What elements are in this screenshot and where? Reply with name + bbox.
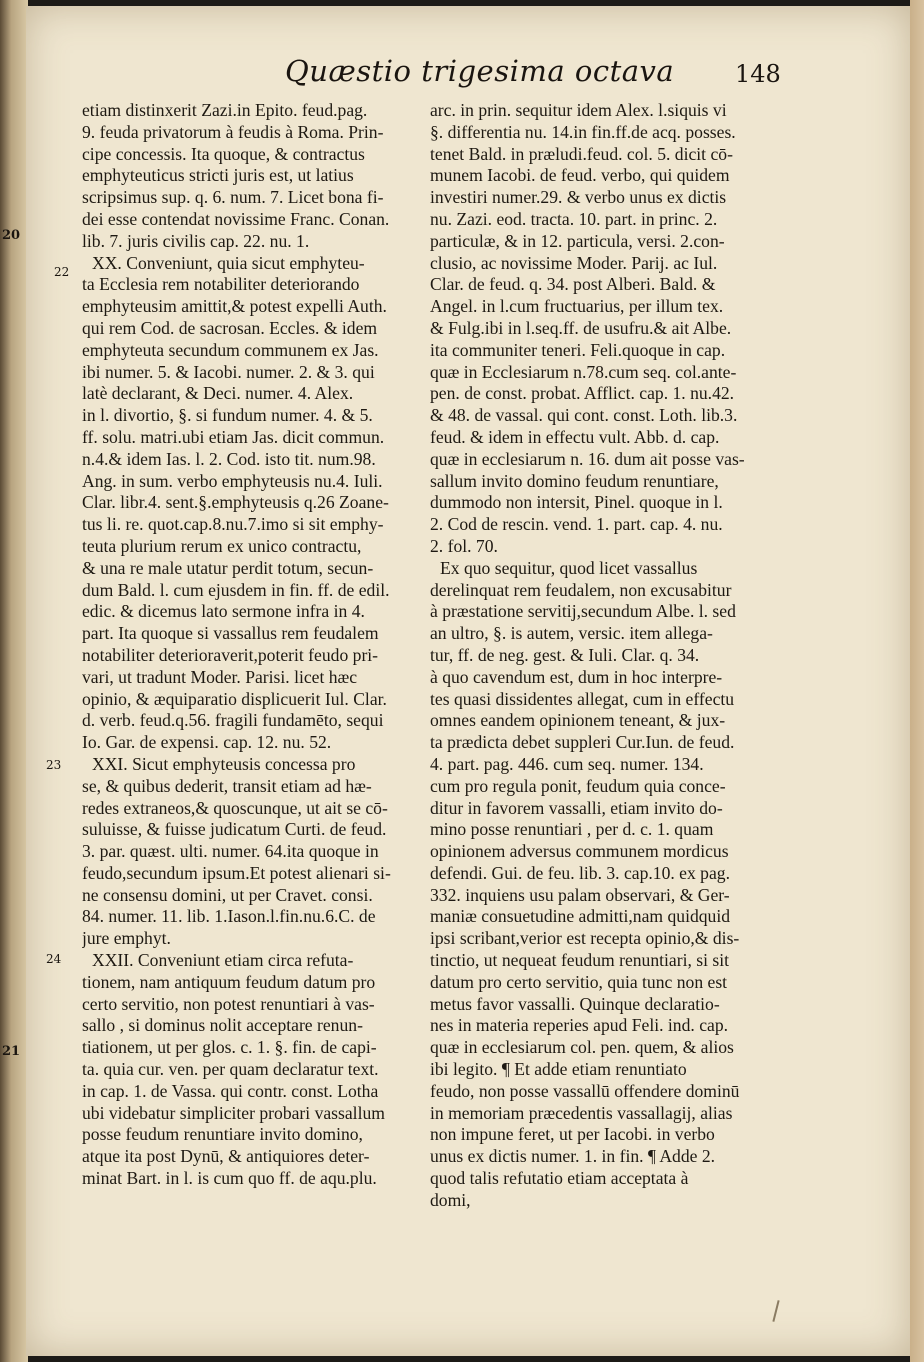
text-line: ubi videbatur simpliciter probari vassallum — [82, 1102, 385, 1123]
text-line: 2. fol. 70. — [430, 535, 498, 556]
text-line: mino posse renuntiari , per d. c. 1. quam — [430, 819, 714, 840]
text-line: Ex quo sequitur, quod licet vassallus — [440, 557, 698, 578]
text-line: munem Iacobi. de feud. verbo, qui quidem — [430, 165, 730, 186]
text-line: etiam distinxerit Zazi.in Epito. feud.pag. — [82, 100, 368, 120]
text-line: derelinquat rem feudalem, non excusabitur — [430, 579, 732, 600]
text-line: in l. divortio, §. si fundum numer. 4. & 5. — [82, 405, 373, 426]
outer-margin-number: 20 — [2, 228, 21, 243]
text-line: Clar. libr.4. sent.§.emphyteusis q.26 Zoane- — [82, 492, 389, 513]
text-line: tenet Bald. in præludi.feud. col. 5. dicit cō- — [430, 143, 733, 164]
text-line: defendi. Gui. de feu. lib. 3. cap.10. ex pag. — [430, 862, 730, 883]
text-line: nu. Zazi. eod. tracta. 10. part. in princ. 2. — [430, 208, 718, 229]
text-line: dummodo non intersit, Pinel. quoque in l. — [430, 492, 723, 513]
text-line: tus li. re. quot.cap.8.nu.7.imo si sit emphy- — [82, 514, 384, 535]
text-line: certo servitio, non potest renuntiari à vas- — [82, 993, 375, 1014]
text-line: cipe concessis. Ita quoque, & contractus — [82, 143, 365, 164]
text-line: ta prædicta debet suppleri Cur.Iun. de feud. — [430, 732, 735, 753]
text-line: dei esse contendat novissime Franc. Conan. — [82, 208, 390, 229]
text-line: nes in materia reperies apud Feli. ind. cap. — [430, 1015, 729, 1036]
previous-page-edge — [0, 0, 28, 1362]
text-line: Ang. in sum. verbo emphyteusis nu.4. Iuli. — [82, 470, 383, 491]
text-line: quæ in Ecclesiarum n.78.cum seq. col.ante- — [430, 361, 737, 382]
text-line: feudo,secundum ipsum.Et potest alienari si- — [82, 862, 391, 883]
text-line: sallo , si dominus nolit acceptare renun- — [82, 1015, 363, 1036]
text-line: d. verb. feud.q.56. fragili fundamēto, sequi — [82, 710, 384, 731]
text-line: quæ in ecclesiarum n. 16. dum ait posse vas- — [430, 448, 745, 469]
text-line: in cap. 1. de Vassa. qui contr. const. Lotha — [82, 1080, 379, 1101]
text-line: 84. numer. 11. lib. 1.Iason.l.fin.nu.6.C. de — [82, 906, 376, 927]
text-line: teuta plurium rerum ex unico contractu, — [82, 535, 362, 556]
text-line: n.4.& idem Ias. l. 2. Cod. isto tit. num.98. — [82, 448, 376, 469]
text-line: 2. Cod de rescin. vend. 1. part. cap. 4. nu. — [430, 514, 723, 535]
text-line: opinio, & æquiparatio displicuerit Iul. Clar. — [82, 688, 387, 709]
text-line: ita communiter teneri. Feli.quoque in cap. — [430, 339, 726, 360]
text-line: ditur in favorem vassalli, etiam invito do- — [430, 797, 723, 818]
text-line: ipsi scribant,verior est recepta opinio,& dis- — [430, 928, 740, 949]
text-line: datum pro certo servitio, quia tunc non est — [430, 971, 728, 992]
text-line: arc. in prin. sequitur idem Alex. l.siquis vi — [430, 100, 727, 120]
text-line: feudo, non posse vassallū offendere dominū — [430, 1080, 740, 1101]
text-line: ta Ecclesia rem notabiliter deteriorando — [82, 274, 360, 295]
text-line: minat Bart. in l. is cum quo ff. de aqu.plu. — [82, 1168, 377, 1189]
text-line: ff. solu. matri.ubi etiam Jas. dicit commun. — [82, 426, 385, 447]
text-line: jure emphyt. — [82, 928, 171, 949]
text-line: vari, ut tradunt Moder. Parisi. licet hæc — [82, 666, 358, 687]
text-line: edic. & dicemus lato sermone infra in 4. — [82, 601, 365, 622]
text-line: §. differentia nu. 14.in fin.ff.de acq. posses. — [430, 121, 736, 142]
text-line: metus favor vassalli. Quinque declaratio- — [430, 993, 720, 1014]
page-number: 148 — [735, 60, 781, 88]
text-line: à quo cavendum est, dum in hoc interpre- — [430, 666, 723, 687]
text-line: cum pro regula ponit, feudum quia conce- — [430, 775, 726, 796]
text-line: atque ita post Dynū, & antiquiores deter- — [82, 1146, 370, 1167]
text-line: non impune feret, ut per Iacobi. in verbo — [430, 1124, 715, 1145]
outer-margin-number: 21 — [2, 1044, 21, 1059]
text-line: an ultro, §. is autem, versic. item allega- — [430, 623, 713, 644]
text-line: suluisse, & fuisse judicatum Curti. de feud. — [82, 819, 387, 840]
text-line: quæ in ecclesiarum col. pen. quem, & alios — [430, 1037, 734, 1058]
text-line: tinctio, ut nequeat feudum renuntiari, si sit — [430, 950, 730, 971]
left-text-column — [82, 100, 417, 1190]
text-line: feud. & idem in effectu vult. Abb. d. cap. — [430, 426, 720, 447]
text-line: ta. quia cur. ven. per quam declaratur text. — [82, 1059, 379, 1080]
text-line: in memoriam præcedentis vassallagij, alias — [430, 1102, 733, 1123]
text-line: maniæ consuetudine admitti,nam quidquid — [430, 906, 731, 927]
text-line: ibi legito. ¶ Et adde etiam renuntiato — [430, 1059, 687, 1080]
right-text-column — [430, 100, 798, 1212]
text-line: & 48. de vassal. qui cont. const. Loth. lib.3. — [430, 405, 738, 426]
running-title: Quæstio trigesima octava — [285, 54, 675, 88]
text-line: 3. par. quæst. ulti. numer. 64.ita quoque in — [82, 841, 379, 862]
text-line: ne consensu domini, ut per Cravet. consi. — [82, 884, 373, 905]
text-line: dum Bald. l. cum ejusdem in fin. ff. de edil. — [82, 579, 390, 600]
text-line: XX. Conveniunt, quia sicut emphyteu- — [92, 252, 365, 273]
text-line: investiri numer.29. & verbo unus ex dictis — [430, 187, 727, 208]
text-line: emphyteusim amittit,& potest expelli Auth. — [82, 296, 387, 317]
text-line: qui rem Cod. de sacrosan. Eccles. & idem — [82, 317, 378, 338]
text-line: XXI. Sicut emphyteusis concessa pro — [92, 753, 356, 774]
text-line: latè declarant, & Deci. numer. 4. Alex. — [82, 383, 354, 404]
text-line: part. Ita quoque si vassallus rem feudalem — [82, 623, 379, 644]
text-line: à præstatione servitij,secundum Albe. l. sed — [430, 601, 736, 622]
text-line: 332. inquiens usu palam observari, & Ger- — [430, 884, 730, 905]
text-line: domi, — [430, 1189, 471, 1210]
text-line: lib. 7. juris civilis cap. 22. nu. 1. — [82, 230, 310, 251]
text-line: se, & quibus dederit, transit etiam ad hæ- — [82, 775, 372, 796]
text-line: posse feudum renuntiare invito domino, — [82, 1124, 363, 1145]
paragraph-number: 24 — [46, 952, 62, 966]
text-line: unus ex dictis numer. 1. in fin. ¶ Adde 2. — [430, 1146, 716, 1167]
text-line: sallum invito domino feudum renuntiare, — [430, 470, 719, 491]
text-line: tiationem, ut per glos. c. 1. §. fin. de capi- — [82, 1037, 377, 1058]
text-line: & una re male utatur perdit totum, secun- — [82, 557, 374, 578]
text-line: & Fulg.ibi in l.seq.ff. de usufru.& ait Albe. — [430, 317, 732, 338]
text-line: XXII. Conveniunt etiam circa refuta- — [92, 950, 354, 971]
text-line: quod talis refutatio etiam acceptata à — [430, 1168, 689, 1189]
text-line: clusio, ac novissime Moder. Parij. ac Iul. — [430, 252, 718, 273]
paragraph-number: 23 — [46, 758, 62, 772]
text-line: tes quasi dissidentes allegat, cum in effectu — [430, 688, 735, 709]
text-line: tionem, nam antiquum feudum datum pro — [82, 971, 376, 992]
text-line: tur, ff. de neg. gest. & Iuli. Clar. q. 34. — [430, 644, 700, 665]
text-line: redes extraneos,& quoscunque, ut ait se cō- — [82, 797, 388, 818]
text-line: emphyteuticus stricti juris est, ut latius — [82, 165, 354, 186]
text-line: 9. feuda privatorum à feudis à Roma. Prin- — [82, 121, 384, 142]
text-line: 4. part. pag. 446. cum seq. numer. 134. — [430, 753, 704, 774]
page-fore-edge — [910, 0, 924, 1362]
text-line: opinionem adversus communem mordicus — [430, 841, 729, 862]
text-line: scripsimus sup. q. 6. num. 7. Licet bona fi- — [82, 187, 384, 208]
text-line: Angel. in l.cum fructuarius, per illum tex. — [430, 296, 724, 317]
text-line: ibi numer. 5. & Iacobi. numer. 2. & 3. qui — [82, 361, 375, 382]
text-line: Io. Gar. de expensi. cap. 12. nu. 52. — [82, 732, 332, 753]
text-line: emphyteuta secundum communem ex Jas. — [82, 339, 379, 360]
text-line: notabiliter deterioraverit,poterit feudo pri- — [82, 644, 379, 665]
text-line: omnes eandem opinionem teneant, & jux- — [430, 710, 726, 731]
text-line: pen. de const. probat. Afflict. cap. 1. nu.42. — [430, 383, 735, 404]
text-line: Clar. de feud. q. 34. post Alberi. Bald. & — [430, 274, 716, 295]
paragraph-number: 22 — [54, 265, 70, 279]
text-line: particulæ, & in 12. particula, versi. 2.con- — [430, 230, 725, 251]
